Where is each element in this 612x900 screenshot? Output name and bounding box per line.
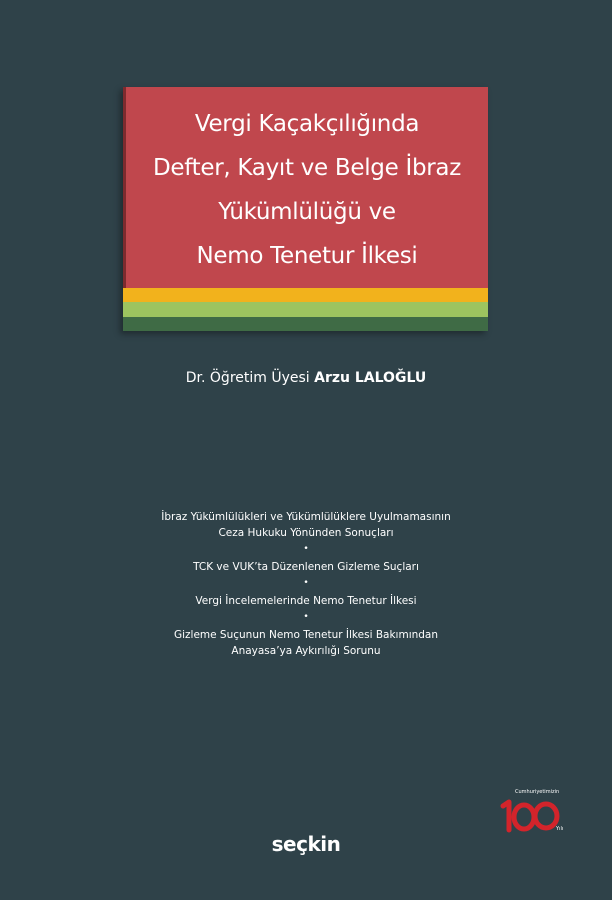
bullet-separator: • <box>303 544 309 554</box>
dark-green-stripe <box>123 317 488 331</box>
topic-3: Vergi İncelemelerinde Nemo Tenetur İlkesi <box>195 595 417 607</box>
author-line <box>0 370 612 386</box>
bullet-separator: • <box>303 578 309 588</box>
publisher-logo: seçkin <box>271 832 341 856</box>
topic-4-line-2: Anayasa’ya Aykırılığı Sorunu <box>231 645 381 657</box>
title-line-3: Yükümlülüğü ve <box>218 198 396 225</box>
topic-1-line-2: Ceza Hukuku Yönünden Sonuçları <box>218 527 394 539</box>
title-line-4: Nemo Tenetur İlkesi <box>196 242 418 269</box>
anniversary-caption: Cumhuriyetimizin <box>515 789 560 795</box>
bullet-separator: • <box>303 612 309 622</box>
title-line-1: Vergi Kaçakçılığında <box>194 110 420 137</box>
topic-1-line-1: İbraz Yükümlülükleri ve Yükümlülüklere Uyulmamasının <box>161 511 451 523</box>
orange-stripe <box>123 288 488 302</box>
topics-list <box>0 509 612 659</box>
republic-100-logo <box>497 788 575 838</box>
author-name: Arzu LALOĞLU <box>314 370 427 386</box>
anniversary-suffix: Yılı <box>556 826 564 832</box>
light-green-stripe <box>123 302 488 317</box>
title-block <box>123 87 488 331</box>
title-line-2: Defter, Kayıt ve Belge İbraz <box>153 154 461 181</box>
topic-4-line-1: Gizleme Suçunun Nemo Tenetur İlkesi Bakımından <box>173 629 439 641</box>
author-title: Dr. Öğretim Üyesi <box>185 370 310 386</box>
title-panel <box>123 87 488 288</box>
topic-2: TCK ve VUK’ta Düzenlenen Gizleme Suçları <box>193 561 419 573</box>
